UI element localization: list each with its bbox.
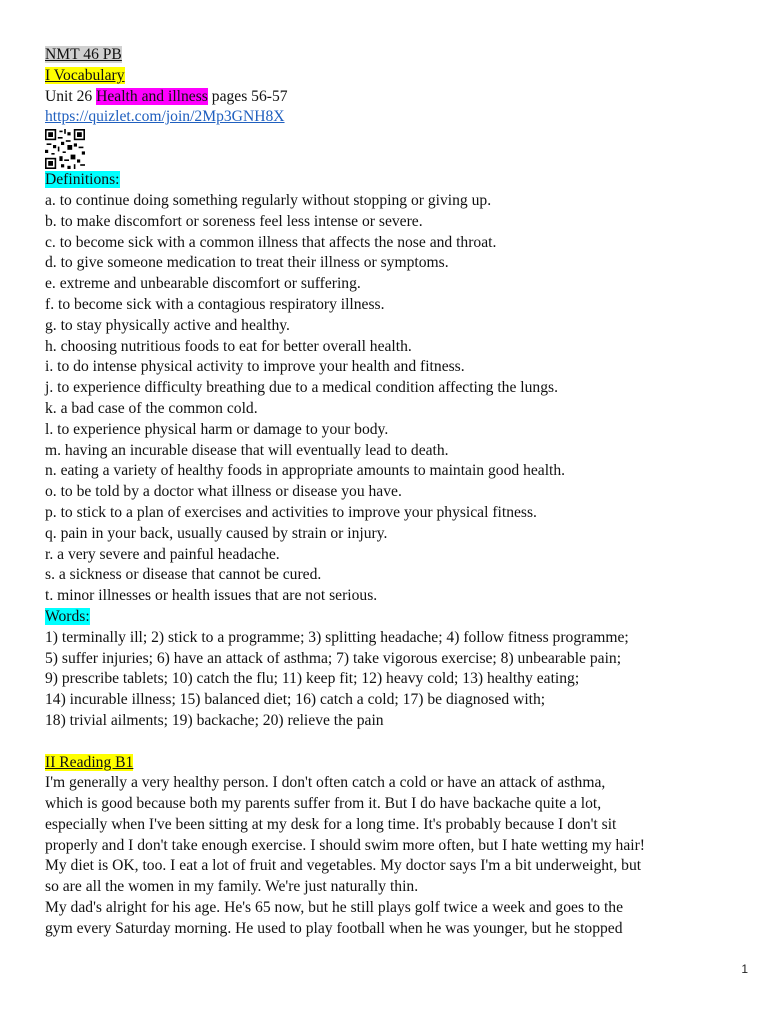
header-line [45,45,745,66]
definitions-heading-line [45,170,745,191]
reading-text-line: which is good because both my parents suffer from it. But I do have backache quite a lot, [45,795,602,813]
unit-pages: pages 56-57 [211,87,288,105]
quizlet-link[interactable]: https://quizlet.com/join/2Mp3GNH8X [45,108,285,126]
reading-text-line: gym every Saturday morning. He used to play football when he was younger, but he stopped [45,919,623,937]
definition-item: t. minor illnesses or health issues that are not serious. [45,587,378,605]
reading-text-line: I'm generally a very healthy person. I don't often catch a cold or have an attack of asthma, [45,774,606,792]
blank-line [45,732,745,753]
reading-heading-line [45,753,745,774]
reading-text-line: My dad's alright for his age. He's 65 now, but he still plays golf twice a week and goes to the [45,899,623,917]
definition-item: q. pain in your back, usually caused by strain or injury. [45,524,388,542]
definition-item: o. to be told by a doctor what illness or disease you have. [45,483,402,501]
definition-item: h. choosing nutritious foods to eat for better overall health. [45,337,412,355]
definition-item: f. to become sick with a contagious respiratory illness. [45,295,385,313]
words-heading: Words: [45,607,90,625]
words-line: 9) prescribe tablets; 10) catch the flu; 11) keep fit; 12) heavy cold; 13) healthy eating; [45,670,580,688]
reading-heading: II Reading B1 [45,753,134,771]
section-vocabulary-heading: I Vocabulary [45,66,125,84]
reading-text-line: properly and I don't take enough exercise. I should swim more often, but I hate wetting my hair! [45,836,645,854]
words-heading-line [45,607,745,628]
definition-item: k. a bad case of the common cold. [45,399,258,417]
words-line: 5) suffer injuries; 6) have an attack of asthma; 7) take vigorous exercise; 8) unbearable pain; [45,649,622,667]
definition-item: n. eating a variety of healthy foods in appropriate amounts to maintain good health. [45,462,566,480]
definition-item: p. to stick to a plan of exercises and activities to improve your physical fitness. [45,503,537,521]
document-page [45,45,745,940]
definition-item: i. to do intense physical activity to improve your health and fitness. [45,358,465,376]
unit-topic: Health and illness [96,87,208,105]
definition-item: j. to experience difficulty breathing due to a medical condition affecting the lungs. [45,379,558,397]
reading-text-line: so are all the women in my family. We're just naturally thin. [45,878,419,896]
section-heading-line [45,66,745,87]
definition-item: s. a sickness or disease that cannot be cured. [45,566,322,584]
definition-item: b. to make discomfort or soreness feel less intense or severe. [45,212,423,230]
definition-item: r. a very severe and painful headache. [45,545,280,563]
words-line: 14) incurable illness; 15) balanced diet; 16) catch a cold; 17) be diagnosed with; [45,691,546,709]
definition-item: g. to stay physically active and healthy. [45,316,290,334]
unit-line [45,87,745,108]
unit-prefix: Unit 26 [45,87,93,105]
definition-item: a. to continue doing something regularly without stopping or giving up. [45,191,492,209]
qr-code-icon[interactable] [45,129,85,169]
definition-item: d. to give someone medication to treat their illness or symptoms. [45,254,449,272]
page-number: 1 [741,962,748,976]
definition-item: e. extreme and unbearable discomfort or suffering. [45,275,361,293]
course-code: NMT 46 PB [45,46,122,63]
definition-item: m. having an incurable disease that will eventually lead to death. [45,441,449,459]
definition-item: c. to become sick with a common illness that affects the nose and throat. [45,233,497,251]
words-line: 18) trivial ailments; 19) backache; 20) relieve the pain [45,711,384,729]
link-line [45,107,745,128]
definition-item: l. to experience physical harm or damage to your body. [45,420,389,438]
definitions-heading: Definitions: [45,171,120,189]
words-line: 1) terminally ill; 2) stick to a programme; 3) splitting headache; 4) follow fitness programme; [45,628,629,646]
reading-text-line: My diet is OK, too. I eat a lot of fruit and vegetables. My doctor says I'm a bit underweight, but [45,857,642,875]
reading-text-line: especially when I've been sitting at my desk for a long time. It's probably because I don't sit [45,815,617,833]
